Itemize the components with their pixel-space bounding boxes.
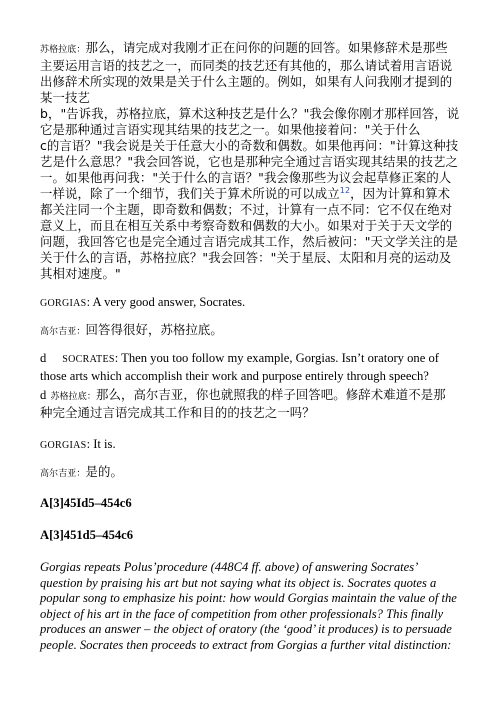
text-line: 主要运用言语的技艺之一，而同类的技艺还有其他的，那么请试着用言语说 (40, 58, 453, 73)
text-line: 一样说，除了一个细节，我们关于算术所说的可以成立$^{12}$，因为计算和算术 (40, 185, 451, 201)
text-line: 种完全通过言语完成其工作和目的的技艺之一吗？ (40, 405, 315, 420)
speaker-label: GORGIAS (40, 298, 87, 309)
text-line: those arts which accomplish their work and purpose entirely through speech? (40, 369, 429, 383)
text-line: people. Socrates then proceeds to extract from Gorgias a further vital distinction: (40, 637, 452, 652)
text-line: 问题，我回答它也是完全通过言语完成其工作，然后被问："天文学关注的是 (40, 234, 458, 249)
text-line: d SOCRATES: Then you too follow my example, Gorgias. Isn’t oratory one of (40, 351, 439, 365)
text-line: produces an answer – the object of oratory (the ‘good’ it produces) is to persuade (40, 622, 452, 636)
speaker-label: GORGIAS (40, 440, 87, 451)
text-line: d 苏格拉底：那么，高尔吉亚，你也就照我的样子回答吧。修辞术难道不是那 (40, 387, 446, 402)
paragraph-gorgias-answer-zh: 高尔吉亚：回答得很好，苏格拉底。 (40, 322, 223, 337)
commentary-paragraph (40, 560, 480, 653)
text-line: 其相对速度。" (40, 266, 121, 281)
paragraph-socrates-en (40, 350, 470, 384)
text-line: b，"告诉我，苏格拉底，算术这种技艺是什么？"我会像你刚才那样回答，说 (40, 106, 460, 121)
section-heading: A[3]451d5–454c6 (40, 528, 134, 542)
text-line: popular song to emphasize his point: how would Gorgias maintain the value of the (40, 591, 457, 605)
paragraph-gorgias-it-is-zh: 高尔吉亚：是的。 (40, 464, 123, 479)
speaker-label: 高尔吉亚： (40, 469, 86, 479)
text-line: 都关注同一个主题，即奇数和偶数；不过，计算有一点不同：它不仅在绝对 (40, 202, 453, 217)
margin-marker: d (40, 388, 47, 402)
speaker-label: 苏格拉底： (50, 392, 96, 402)
paragraph-socrates-question (40, 40, 470, 282)
speaker-label: 苏格拉底： (40, 45, 86, 55)
paragraph-gorgias-answer-en: GORGIAS: A very good answer, Socrates. (40, 295, 246, 309)
text-line: 出修辞术所实现的效果是关于什么主题的。例如，如果有人问我刚才提到的 (40, 74, 453, 89)
footnote-link[interactable]: 12 (339, 185, 351, 195)
text-line: 一。如果他再问我："关于什么的言语？"我会像那些为议会起草修正案的人 (40, 170, 452, 185)
text-line: 艺是什么意思？"我会回答说，它也是那种完全通过言语实现其结果的技艺之 (40, 154, 458, 169)
text-line: 关于什么的言语，苏格拉底？"我会回答："关于星辰、太阳和月亮的运动及 (40, 250, 452, 265)
text-line: c的言语？"我会说是关于任意大小的奇数和偶数。如果他再问："计算这种技 (40, 138, 459, 153)
margin-marker: b， (40, 106, 61, 121)
paragraph-socrates-zh (40, 387, 470, 421)
text-line: 苏格拉底：那么，请完成对我刚才正在问你的问题的回答。如果修辞术是那些 (40, 40, 448, 55)
text-line: question by praising his art but not saying what its object is. Socrates quotes a (40, 575, 437, 590)
text-line: Gorgias repeats Polus’procedure (448C4 ff. above) of answering Socrates’ (40, 560, 419, 574)
speaker-label: SOCRATES (62, 354, 115, 365)
text-line: 某一技艺 (40, 90, 90, 105)
margin-marker: c (40, 138, 47, 153)
speaker-label: 高尔吉亚： (40, 327, 86, 337)
section-heading: A[3]45Id5–454c6 (40, 496, 132, 510)
paragraph-gorgias-it-is-en: GORGIAS: It is. (40, 437, 116, 451)
text-line: 意义上，而且在相互关系中考察奇数和偶数的大小。如果对于关于天文学的 (40, 218, 453, 233)
text-line: 它是那种通过言语实现其结果的技艺之一。如果他接着问："关于什么 (40, 122, 421, 137)
margin-marker: d (40, 351, 47, 365)
text-line: object of his art in the face of competition from other professionals? This finally (40, 606, 444, 621)
